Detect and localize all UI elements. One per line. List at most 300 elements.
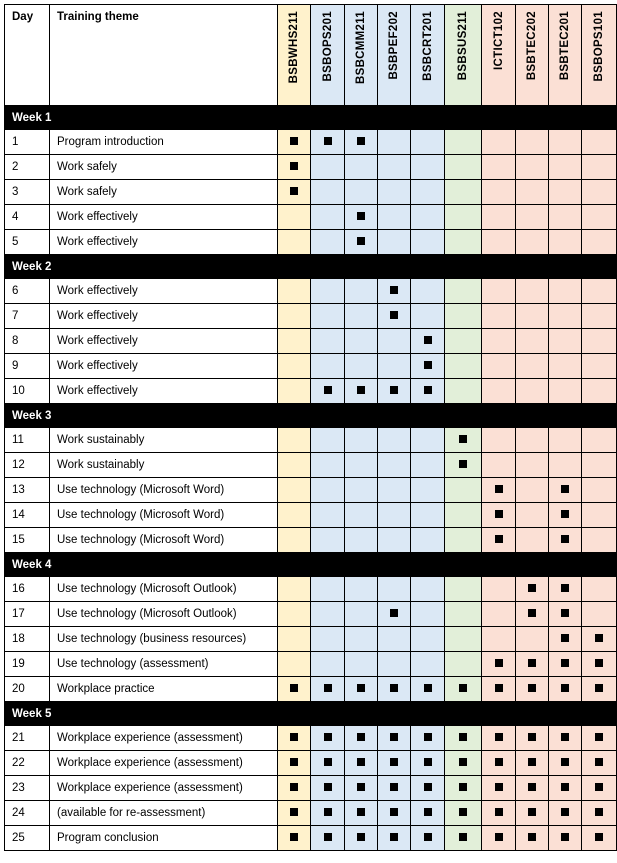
week-label: Week 5 — [5, 702, 617, 726]
unit-cell — [516, 329, 549, 354]
unit-cell — [482, 428, 516, 453]
unit-cell — [311, 776, 345, 801]
unit-code-label: BSBSUS211 — [457, 11, 469, 81]
scheduled-marker-icon — [357, 386, 365, 394]
scheduled-marker-icon — [495, 510, 503, 518]
unit-cell — [582, 751, 617, 776]
unit-cell — [378, 677, 411, 702]
table-row — [5, 751, 617, 776]
training-theme: Use technology (Microsoft Word) — [50, 478, 278, 503]
unit-cell — [445, 776, 482, 801]
unit-cell — [311, 230, 345, 255]
scheduled-marker-icon — [528, 684, 536, 692]
scheduled-marker-icon — [495, 783, 503, 791]
table-row — [5, 776, 617, 801]
unit-cell — [549, 528, 582, 553]
scheduled-marker-icon — [495, 833, 503, 841]
unit-cell — [411, 180, 445, 205]
unit-code-label: BSBCMM211 — [355, 11, 367, 84]
unit-cell — [516, 230, 549, 255]
unit-cell — [445, 279, 482, 304]
scheduled-marker-icon — [424, 733, 432, 741]
unit-cell — [549, 279, 582, 304]
unit-cell — [311, 379, 345, 404]
scheduled-marker-icon — [495, 733, 503, 741]
unit-cell — [582, 602, 617, 627]
unit-cell — [582, 379, 617, 404]
unit-cell — [445, 503, 482, 528]
unit-cell — [411, 130, 445, 155]
unit-cell — [516, 205, 549, 230]
unit-cell — [345, 577, 378, 602]
training-theme: Work safely — [50, 180, 278, 205]
unit-cell — [411, 205, 445, 230]
unit-cell — [411, 751, 445, 776]
table-row — [5, 428, 617, 453]
day-number: 21 — [5, 726, 50, 751]
unit-cell — [516, 130, 549, 155]
training-theme: Work safely — [50, 155, 278, 180]
scheduled-marker-icon — [561, 783, 569, 791]
scheduled-marker-icon — [390, 783, 398, 791]
unit-code-label: BSBTEC202 — [526, 11, 538, 81]
training-theme: Use technology (business resources) — [50, 627, 278, 652]
scheduled-marker-icon — [324, 684, 332, 692]
unit-cell — [445, 652, 482, 677]
day-number: 11 — [5, 428, 50, 453]
unit-cell — [345, 428, 378, 453]
week-header-row — [5, 702, 617, 726]
day-number: 22 — [5, 751, 50, 776]
scheduled-marker-icon — [595, 684, 603, 692]
unit-cell — [482, 329, 516, 354]
unit-cell — [311, 503, 345, 528]
unit-cell — [345, 230, 378, 255]
unit-cell — [582, 304, 617, 329]
unit-cell — [549, 478, 582, 503]
scheduled-marker-icon — [528, 783, 536, 791]
scheduled-marker-icon — [324, 137, 332, 145]
unit-cell — [549, 155, 582, 180]
scheduled-marker-icon — [424, 758, 432, 766]
scheduled-marker-icon — [290, 808, 298, 816]
unit-cell — [445, 329, 482, 354]
table-row — [5, 354, 617, 379]
table-row — [5, 453, 617, 478]
scheduled-marker-icon — [324, 386, 332, 394]
unit-cell — [378, 776, 411, 801]
scheduled-marker-icon — [290, 833, 298, 841]
unit-column-header — [278, 5, 311, 106]
unit-cell — [549, 453, 582, 478]
unit-cell — [445, 751, 482, 776]
unit-cell — [311, 180, 345, 205]
unit-cell — [345, 130, 378, 155]
unit-cell — [445, 230, 482, 255]
unit-cell — [311, 155, 345, 180]
unit-cell — [411, 726, 445, 751]
unit-column-header — [582, 5, 617, 106]
unit-cell — [582, 503, 617, 528]
training-theme: Workplace experience (assessment) — [50, 726, 278, 751]
unit-cell — [516, 826, 549, 851]
training-theme: Work effectively — [50, 205, 278, 230]
schedule-body — [5, 106, 617, 851]
unit-cell — [549, 354, 582, 379]
table-row — [5, 478, 617, 503]
scheduled-marker-icon — [357, 833, 365, 841]
scheduled-marker-icon — [357, 137, 365, 145]
scheduled-marker-icon — [290, 733, 298, 741]
unit-cell — [411, 677, 445, 702]
unit-cell — [549, 304, 582, 329]
unit-cell — [378, 428, 411, 453]
table-row — [5, 801, 617, 826]
scheduled-marker-icon — [459, 733, 467, 741]
scheduled-marker-icon — [357, 733, 365, 741]
unit-cell — [345, 478, 378, 503]
scheduled-marker-icon — [561, 609, 569, 617]
scheduled-marker-icon — [357, 212, 365, 220]
unit-cell — [482, 180, 516, 205]
scheduled-marker-icon — [528, 808, 536, 816]
unit-cell — [582, 776, 617, 801]
scheduled-marker-icon — [459, 783, 467, 791]
day-number: 7 — [5, 304, 50, 329]
unit-cell — [482, 205, 516, 230]
scheduled-marker-icon — [290, 137, 298, 145]
table-row — [5, 180, 617, 205]
scheduled-marker-icon — [528, 833, 536, 841]
unit-cell — [549, 776, 582, 801]
unit-cell — [516, 726, 549, 751]
unit-cell — [516, 379, 549, 404]
unit-cell — [549, 329, 582, 354]
scheduled-marker-icon — [528, 584, 536, 592]
unit-cell — [411, 577, 445, 602]
unit-column-header — [445, 5, 482, 106]
unit-cell — [549, 751, 582, 776]
unit-cell — [445, 130, 482, 155]
scheduled-marker-icon — [390, 609, 398, 617]
unit-cell — [445, 428, 482, 453]
unit-cell — [482, 478, 516, 503]
unit-cell — [378, 453, 411, 478]
scheduled-marker-icon — [390, 733, 398, 741]
unit-cell — [311, 602, 345, 627]
training-theme: Workplace practice — [50, 677, 278, 702]
week-header-row — [5, 106, 617, 130]
unit-cell — [378, 130, 411, 155]
unit-cell — [549, 801, 582, 826]
scheduled-marker-icon — [459, 833, 467, 841]
unit-cell — [482, 627, 516, 652]
unit-cell — [516, 577, 549, 602]
scheduled-marker-icon — [290, 684, 298, 692]
unit-cell — [311, 528, 345, 553]
table-row — [5, 577, 617, 602]
unit-cell — [345, 453, 378, 478]
unit-cell — [311, 751, 345, 776]
unit-cell — [445, 627, 482, 652]
unit-cell — [311, 677, 345, 702]
unit-cell — [411, 776, 445, 801]
unit-cell — [549, 379, 582, 404]
unit-cell — [516, 627, 549, 652]
scheduled-marker-icon — [595, 833, 603, 841]
scheduled-marker-icon — [561, 584, 569, 592]
scheduled-marker-icon — [424, 684, 432, 692]
unit-cell — [378, 751, 411, 776]
scheduled-marker-icon — [357, 237, 365, 245]
unit-cell — [378, 826, 411, 851]
unit-code-label: BSBPEF202 — [388, 11, 400, 80]
unit-cell — [411, 354, 445, 379]
unit-cell — [516, 428, 549, 453]
unit-cell — [411, 602, 445, 627]
training-theme: Use technology (Microsoft Outlook) — [50, 602, 278, 627]
unit-cell — [378, 304, 411, 329]
unit-cell — [445, 801, 482, 826]
unit-cell — [411, 304, 445, 329]
unit-cell — [582, 726, 617, 751]
unit-cell — [516, 602, 549, 627]
day-number: 5 — [5, 230, 50, 255]
unit-cell — [311, 826, 345, 851]
unit-cell — [582, 354, 617, 379]
unit-cell — [278, 155, 311, 180]
unit-cell — [311, 428, 345, 453]
training-theme: Workplace experience (assessment) — [50, 776, 278, 801]
scheduled-marker-icon — [528, 609, 536, 617]
unit-cell — [378, 379, 411, 404]
day-number: 18 — [5, 627, 50, 652]
scheduled-marker-icon — [424, 361, 432, 369]
unit-cell — [516, 503, 549, 528]
unit-cell — [411, 528, 445, 553]
unit-cell — [582, 329, 617, 354]
unit-cell — [411, 329, 445, 354]
training-theme: Work effectively — [50, 329, 278, 354]
unit-cell — [482, 776, 516, 801]
unit-cell — [482, 379, 516, 404]
unit-cell — [278, 726, 311, 751]
unit-cell — [516, 304, 549, 329]
table-row — [5, 826, 617, 851]
scheduled-marker-icon — [290, 758, 298, 766]
unit-cell — [311, 577, 345, 602]
scheduled-marker-icon — [595, 783, 603, 791]
week-header-row — [5, 255, 617, 279]
unit-cell — [278, 329, 311, 354]
scheduled-marker-icon — [390, 286, 398, 294]
unit-column-header — [482, 5, 516, 106]
scheduled-marker-icon — [561, 684, 569, 692]
unit-cell — [445, 726, 482, 751]
day-number: 3 — [5, 180, 50, 205]
scheduled-marker-icon — [495, 659, 503, 667]
unit-cell — [516, 155, 549, 180]
unit-cell — [278, 826, 311, 851]
unit-cell — [345, 155, 378, 180]
day-number: 15 — [5, 528, 50, 553]
training-theme: Use technology (Microsoft Word) — [50, 528, 278, 553]
scheduled-marker-icon — [390, 833, 398, 841]
unit-cell — [311, 627, 345, 652]
unit-cell — [378, 230, 411, 255]
day-number: 25 — [5, 826, 50, 851]
training-theme: Use technology (Microsoft Word) — [50, 503, 278, 528]
unit-cell — [345, 602, 378, 627]
unit-cell — [516, 776, 549, 801]
table-row — [5, 627, 617, 652]
scheduled-marker-icon — [595, 659, 603, 667]
week-header-row — [5, 553, 617, 577]
unit-cell — [278, 577, 311, 602]
unit-cell — [378, 726, 411, 751]
unit-cell — [482, 677, 516, 702]
scheduled-marker-icon — [324, 833, 332, 841]
unit-cell — [482, 304, 516, 329]
scheduled-marker-icon — [595, 758, 603, 766]
scheduled-marker-icon — [290, 783, 298, 791]
unit-cell — [345, 180, 378, 205]
table-row — [5, 602, 617, 627]
unit-cell — [378, 478, 411, 503]
table-row — [5, 205, 617, 230]
training-theme: Workplace experience (assessment) — [50, 751, 278, 776]
unit-column-header — [345, 5, 378, 106]
unit-cell — [549, 602, 582, 627]
scheduled-marker-icon — [595, 634, 603, 642]
unit-cell — [549, 130, 582, 155]
unit-cell — [278, 503, 311, 528]
unit-cell — [582, 130, 617, 155]
unit-cell — [378, 329, 411, 354]
unit-cell — [582, 453, 617, 478]
scheduled-marker-icon — [495, 684, 503, 692]
unit-cell — [445, 379, 482, 404]
unit-cell — [311, 329, 345, 354]
unit-cell — [378, 801, 411, 826]
scheduled-marker-icon — [528, 758, 536, 766]
scheduled-marker-icon — [459, 684, 467, 692]
day-number: 13 — [5, 478, 50, 503]
scheduled-marker-icon — [324, 808, 332, 816]
week-header-row — [5, 404, 617, 428]
unit-cell — [549, 503, 582, 528]
scheduled-marker-icon — [424, 833, 432, 841]
table-row — [5, 726, 617, 751]
unit-cell — [311, 726, 345, 751]
unit-code-label: BSBTEC201 — [559, 11, 571, 81]
training-theme: Program introduction — [50, 130, 278, 155]
unit-cell — [516, 751, 549, 776]
unit-cell — [278, 379, 311, 404]
unit-cell — [378, 528, 411, 553]
scheduled-marker-icon — [290, 162, 298, 170]
unit-cell — [482, 230, 516, 255]
unit-cell — [482, 751, 516, 776]
scheduled-marker-icon — [561, 485, 569, 493]
training-theme: Work effectively — [50, 379, 278, 404]
week-label: Week 3 — [5, 404, 617, 428]
scheduled-marker-icon — [390, 808, 398, 816]
header-row — [5, 5, 617, 106]
unit-cell — [411, 428, 445, 453]
unit-cell — [345, 751, 378, 776]
unit-cell — [278, 652, 311, 677]
scheduled-marker-icon — [357, 758, 365, 766]
day-number: 10 — [5, 379, 50, 404]
scheduled-marker-icon — [424, 783, 432, 791]
unit-cell — [278, 180, 311, 205]
unit-cell — [549, 180, 582, 205]
unit-cell — [378, 279, 411, 304]
week-label: Week 2 — [5, 255, 617, 279]
unit-cell — [445, 478, 482, 503]
scheduled-marker-icon — [495, 808, 503, 816]
unit-cell — [516, 478, 549, 503]
unit-cell — [345, 776, 378, 801]
unit-cell — [549, 826, 582, 851]
unit-cell — [445, 453, 482, 478]
training-theme: Work sustainably — [50, 428, 278, 453]
day-number: 16 — [5, 577, 50, 602]
scheduled-marker-icon — [390, 684, 398, 692]
unit-cell — [278, 801, 311, 826]
unit-cell — [445, 528, 482, 553]
unit-cell — [549, 428, 582, 453]
table-row — [5, 503, 617, 528]
unit-cell — [482, 826, 516, 851]
training-theme: Use technology (assessment) — [50, 652, 278, 677]
unit-cell — [378, 602, 411, 627]
unit-column-header — [411, 5, 445, 106]
scheduled-marker-icon — [495, 485, 503, 493]
week-label: Week 1 — [5, 106, 617, 130]
unit-code-label: BSBOPS101 — [593, 11, 605, 82]
unit-cell — [378, 155, 411, 180]
unit-cell — [582, 478, 617, 503]
unit-cell — [411, 652, 445, 677]
unit-cell — [445, 205, 482, 230]
training-schedule-table — [4, 4, 617, 851]
scheduled-marker-icon — [357, 808, 365, 816]
unit-cell — [278, 428, 311, 453]
scheduled-marker-icon — [459, 758, 467, 766]
scheduled-marker-icon — [424, 386, 432, 394]
table-row — [5, 528, 617, 553]
unit-cell — [345, 627, 378, 652]
day-number: 14 — [5, 503, 50, 528]
unit-cell — [411, 801, 445, 826]
scheduled-marker-icon — [495, 535, 503, 543]
unit-code-label: BSBCRT201 — [421, 11, 434, 81]
unit-column-header — [516, 5, 549, 106]
table-row — [5, 230, 617, 255]
unit-cell — [411, 627, 445, 652]
unit-cell — [482, 503, 516, 528]
unit-cell — [378, 627, 411, 652]
unit-cell — [345, 677, 378, 702]
training-theme: Work effectively — [50, 279, 278, 304]
unit-cell — [278, 776, 311, 801]
unit-cell — [445, 677, 482, 702]
unit-cell — [411, 279, 445, 304]
unit-cell — [411, 453, 445, 478]
unit-cell — [378, 354, 411, 379]
